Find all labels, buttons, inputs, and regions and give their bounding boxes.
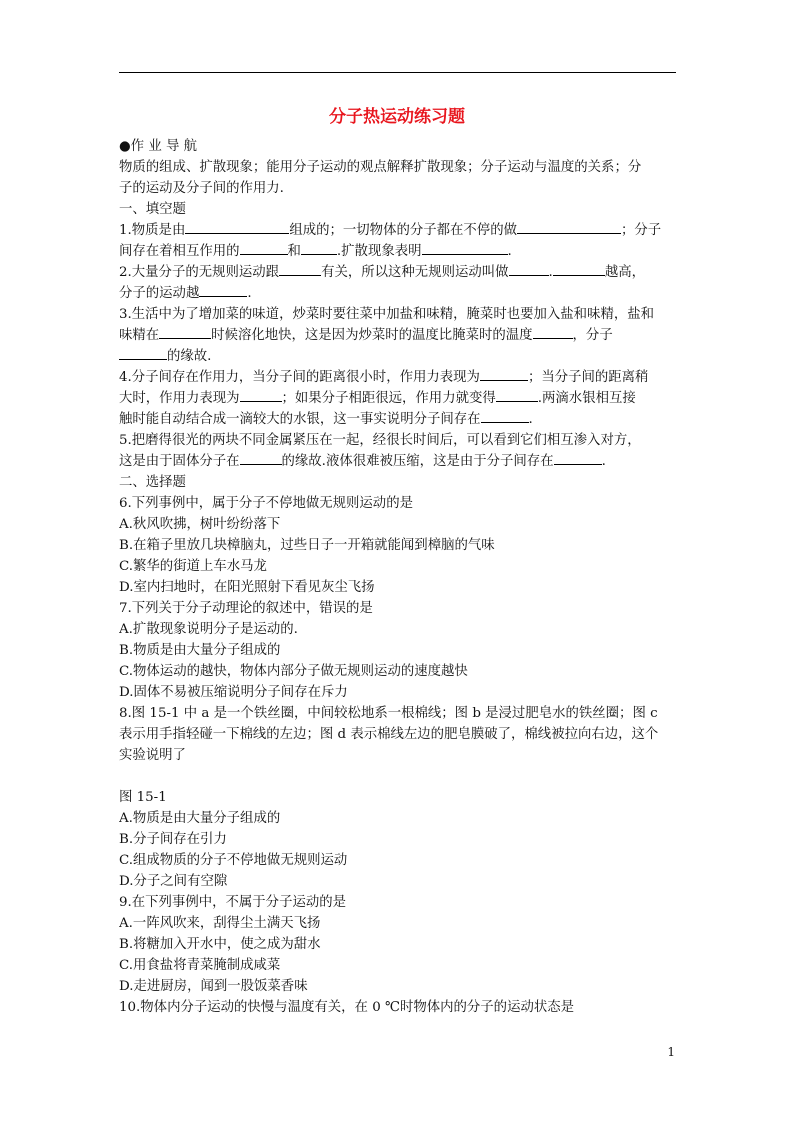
- blank: [481, 410, 529, 423]
- figure-label: 图 15-1: [119, 790, 167, 805]
- question-6-option-a: A.秋风吹拂，树叶纷纷落下: [119, 517, 281, 532]
- question-10-stem: 10.物体内分子运动的快慢与温度有关，在 0 ℃时物体内的分子的运动状态是: [119, 1000, 575, 1015]
- question-9-stem: 9.在下列事例中，不属于分子运动的是: [119, 895, 347, 910]
- question-2-line-1: 2.大量分子的无规则运动跟 有关，所以这种无规则运动叫做 . 越高，: [119, 265, 645, 280]
- question-7-stem: 7.下列关于分子动理论的叙述中，错误的是: [119, 601, 373, 616]
- question-7-option-c: C.物体运动的越快，物体内部分子做无规则运动的速度越快: [119, 664, 468, 679]
- question-8-option-b: B.分子间存在引力: [119, 832, 227, 847]
- header-rule: [119, 72, 676, 73]
- blank: [517, 221, 621, 234]
- question-3-line-1: 3.生活中为了增加菜的味道，炒菜时要往菜中加盐和味精，腌菜时也要加入盐和味精，盐和: [119, 307, 655, 322]
- question-9-option-b: B.将糖加入开水中，使之成为甜水: [119, 937, 321, 952]
- document-body: [119, 136, 676, 1018]
- blank: [119, 347, 167, 360]
- section-heading-fill: 一、填空题: [119, 202, 186, 217]
- blank: [554, 452, 602, 465]
- blank: [240, 389, 282, 402]
- blank: [301, 242, 337, 255]
- question-4-line-1: 4.分子间存在作用力，当分子间的距离很小时，作用力表现为 ；当分子间的距离稍: [119, 370, 649, 385]
- question-8-line-3: 实验说明了: [119, 748, 186, 763]
- question-4-line-2: 大时，作用力表现为 ；如果分子相距很远，作用力就变得 .两滴水银相互接: [119, 391, 636, 406]
- question-4-line-3: 触时能自动结合成一滴较大的水银，这一事实说明分子间存在 .: [119, 412, 533, 427]
- intro-line-1: 物质的组成、扩散现象；能用分子运动的观点解释扩散现象；分子运动与温度的关系；分: [119, 160, 642, 175]
- question-6-option-b: B.在箱子里放几块樟脑丸，过些日子一开箱就能闻到樟脑的气味: [119, 538, 495, 553]
- blank: [480, 368, 528, 381]
- question-1-line-2: 间存在着相互作用的 和 .扩散现象表明 .: [119, 244, 512, 259]
- page-title: 分子热运动练习题: [329, 107, 465, 127]
- question-8-option-d: D.分子之间有空隙: [119, 874, 228, 889]
- question-6-option-c: C.繁华的街道上车水马龙: [119, 559, 267, 574]
- question-6-stem: 6.下列事例中，属于分子不停地做无规则运动的是: [119, 496, 413, 511]
- question-1-line-1: 1.物质是由 组成的；一切物体的分子都在不停的做 ；分子: [119, 223, 662, 238]
- blank: [279, 263, 321, 276]
- question-5-line-1: 5.把磨得很光的两块不同金属紧压在一起，经很长时间后，可以看到它们相互渗入对方，: [119, 433, 641, 448]
- intro-line-2: 子的运动及分子间的作用力.: [119, 181, 284, 196]
- question-9-option-c: C.用食盐将青菜腌制成咸菜: [119, 958, 281, 973]
- question-8-line-1: 8.图 15-1 中 a 是一个铁丝圈，中间较松地系一根棉线；图 b 是浸过肥皂水的铁丝圈；图 c: [119, 706, 658, 721]
- question-3-line-2: 味精在 时候溶化地快，这是因为炒菜时的温度比腌菜时的温度 ，分子: [119, 328, 613, 343]
- blank: [509, 263, 549, 276]
- question-9-option-d: D.走进厨房，闻到一股饭菜香味: [119, 979, 308, 994]
- question-8-option-a: A.物质是由大量分子组成的: [119, 811, 281, 826]
- question-8-line-2: 表示用手指轻碰一下棉线的左边；图 d 表示棉线左边的肥皂膜破了，棉线被拉向右边，这个: [119, 727, 659, 742]
- blank: [533, 326, 573, 339]
- question-9-option-a: A.一阵风吹来，刮得尘土满天飞扬: [119, 916, 321, 931]
- question-7-option-b: B.物质是由大量分子组成的: [119, 643, 281, 658]
- blank: [185, 221, 289, 234]
- question-5-line-2: 这是由于固体分子在 的缘故.液体很难被压缩，这是由于分子间存在 .: [119, 454, 606, 469]
- blank: [422, 242, 508, 255]
- question-6-option-d: D.室内扫地时，在阳光照射下看见灰尘飞扬: [119, 580, 375, 595]
- question-8-option-c: C.组成物质的分子不停地做无规则运动: [119, 853, 348, 868]
- blank: [199, 284, 247, 297]
- blank: [553, 263, 605, 276]
- blank: [240, 242, 288, 255]
- question-7-option-a: A.扩散现象说明分子是运动的.: [119, 622, 298, 637]
- section-heading-choice: 二、选择题: [119, 475, 186, 490]
- page-number: 1: [667, 1045, 675, 1059]
- blank: [496, 389, 538, 402]
- blank: [240, 452, 282, 465]
- nav-heading: ●作 业 导 航: [119, 139, 198, 154]
- blank: [159, 326, 211, 339]
- question-3-line-3: 的缘故.: [119, 346, 676, 367]
- question-2-line-2: 分子的运动越 .: [119, 286, 252, 301]
- question-7-option-d: D.固体不易被压缩说明分子间存在斥力: [119, 685, 348, 700]
